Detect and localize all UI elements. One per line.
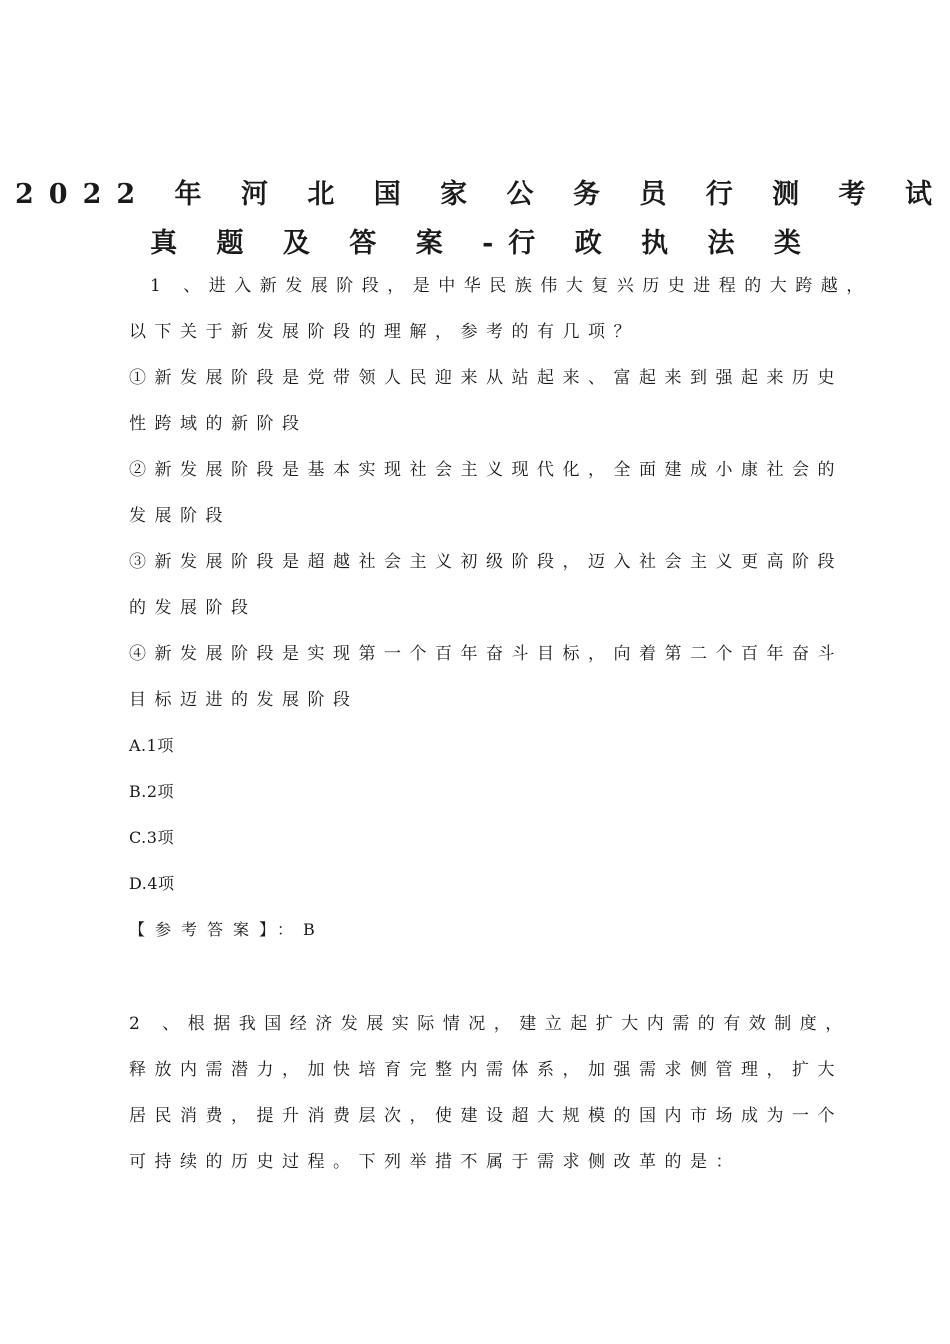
question-2-stem-line-2: 释放内需潜力，加快培育完整内需体系，加强需求侧管理，扩大 [129,1060,843,1080]
page-title-line-1: 2022 年 河 北 国 家 公 务 员 行 测 考 试 [15,179,947,210]
question-2-stem-line-1: 2 、根据我国经济发展实际情况，建立起扩大内需的有效制度， [129,1014,851,1034]
question-2-stem-line-4: 可持续的历史过程。下列举措不属于需求侧改革的是： [129,1152,741,1172]
question-1-answer: 【参考答案】：B [129,920,325,939]
question-1-item-1-line-2: 性跨域的新阶段 [129,414,308,434]
question-1-option-a: A.1项 [129,736,174,755]
question-1-item-2-line-1: ②新发展阶段是基本实现社会主义现代化，全面建成小康社会的 [129,460,843,480]
question-2-stem-line-3: 居民消费，提升消费层次，使建设超大规模的国内市场成为一个 [129,1106,843,1126]
page-title-line-2: 真 题 及 答 案 -行 政 执 法 类 [150,228,816,259]
question-1-item-1-line-1: ①新发展阶段是党带领人民迎来从站起来、富起来到强起来历史 [129,368,843,388]
question-1-item-3-line-1: ③新发展阶段是超越社会主义初级阶段，迈入社会主义更高阶段 [129,552,843,572]
question-1-item-2-line-2: 发展阶段 [129,506,231,526]
question-1-item-3-line-2: 的发展阶段 [129,598,257,618]
question-1-option-c: C.3项 [129,828,174,847]
question-1-item-4-line-1: ④新发展阶段是实现第一个百年奋斗目标，向着第二个百年奋斗 [129,644,843,664]
question-1-option-b: B.2项 [129,782,175,801]
question-1-stem-line-2: 以下关于新发展阶段的理解，参考的有几项？ [129,322,639,342]
question-1-item-4-line-2: 目标迈进的发展阶段 [129,690,359,710]
question-1-option-d: D.4项 [129,874,175,893]
question-1-stem-line-1: 1 、进入新发展阶段，是中华民族伟大复兴历史进程的大跨越， [150,276,872,296]
